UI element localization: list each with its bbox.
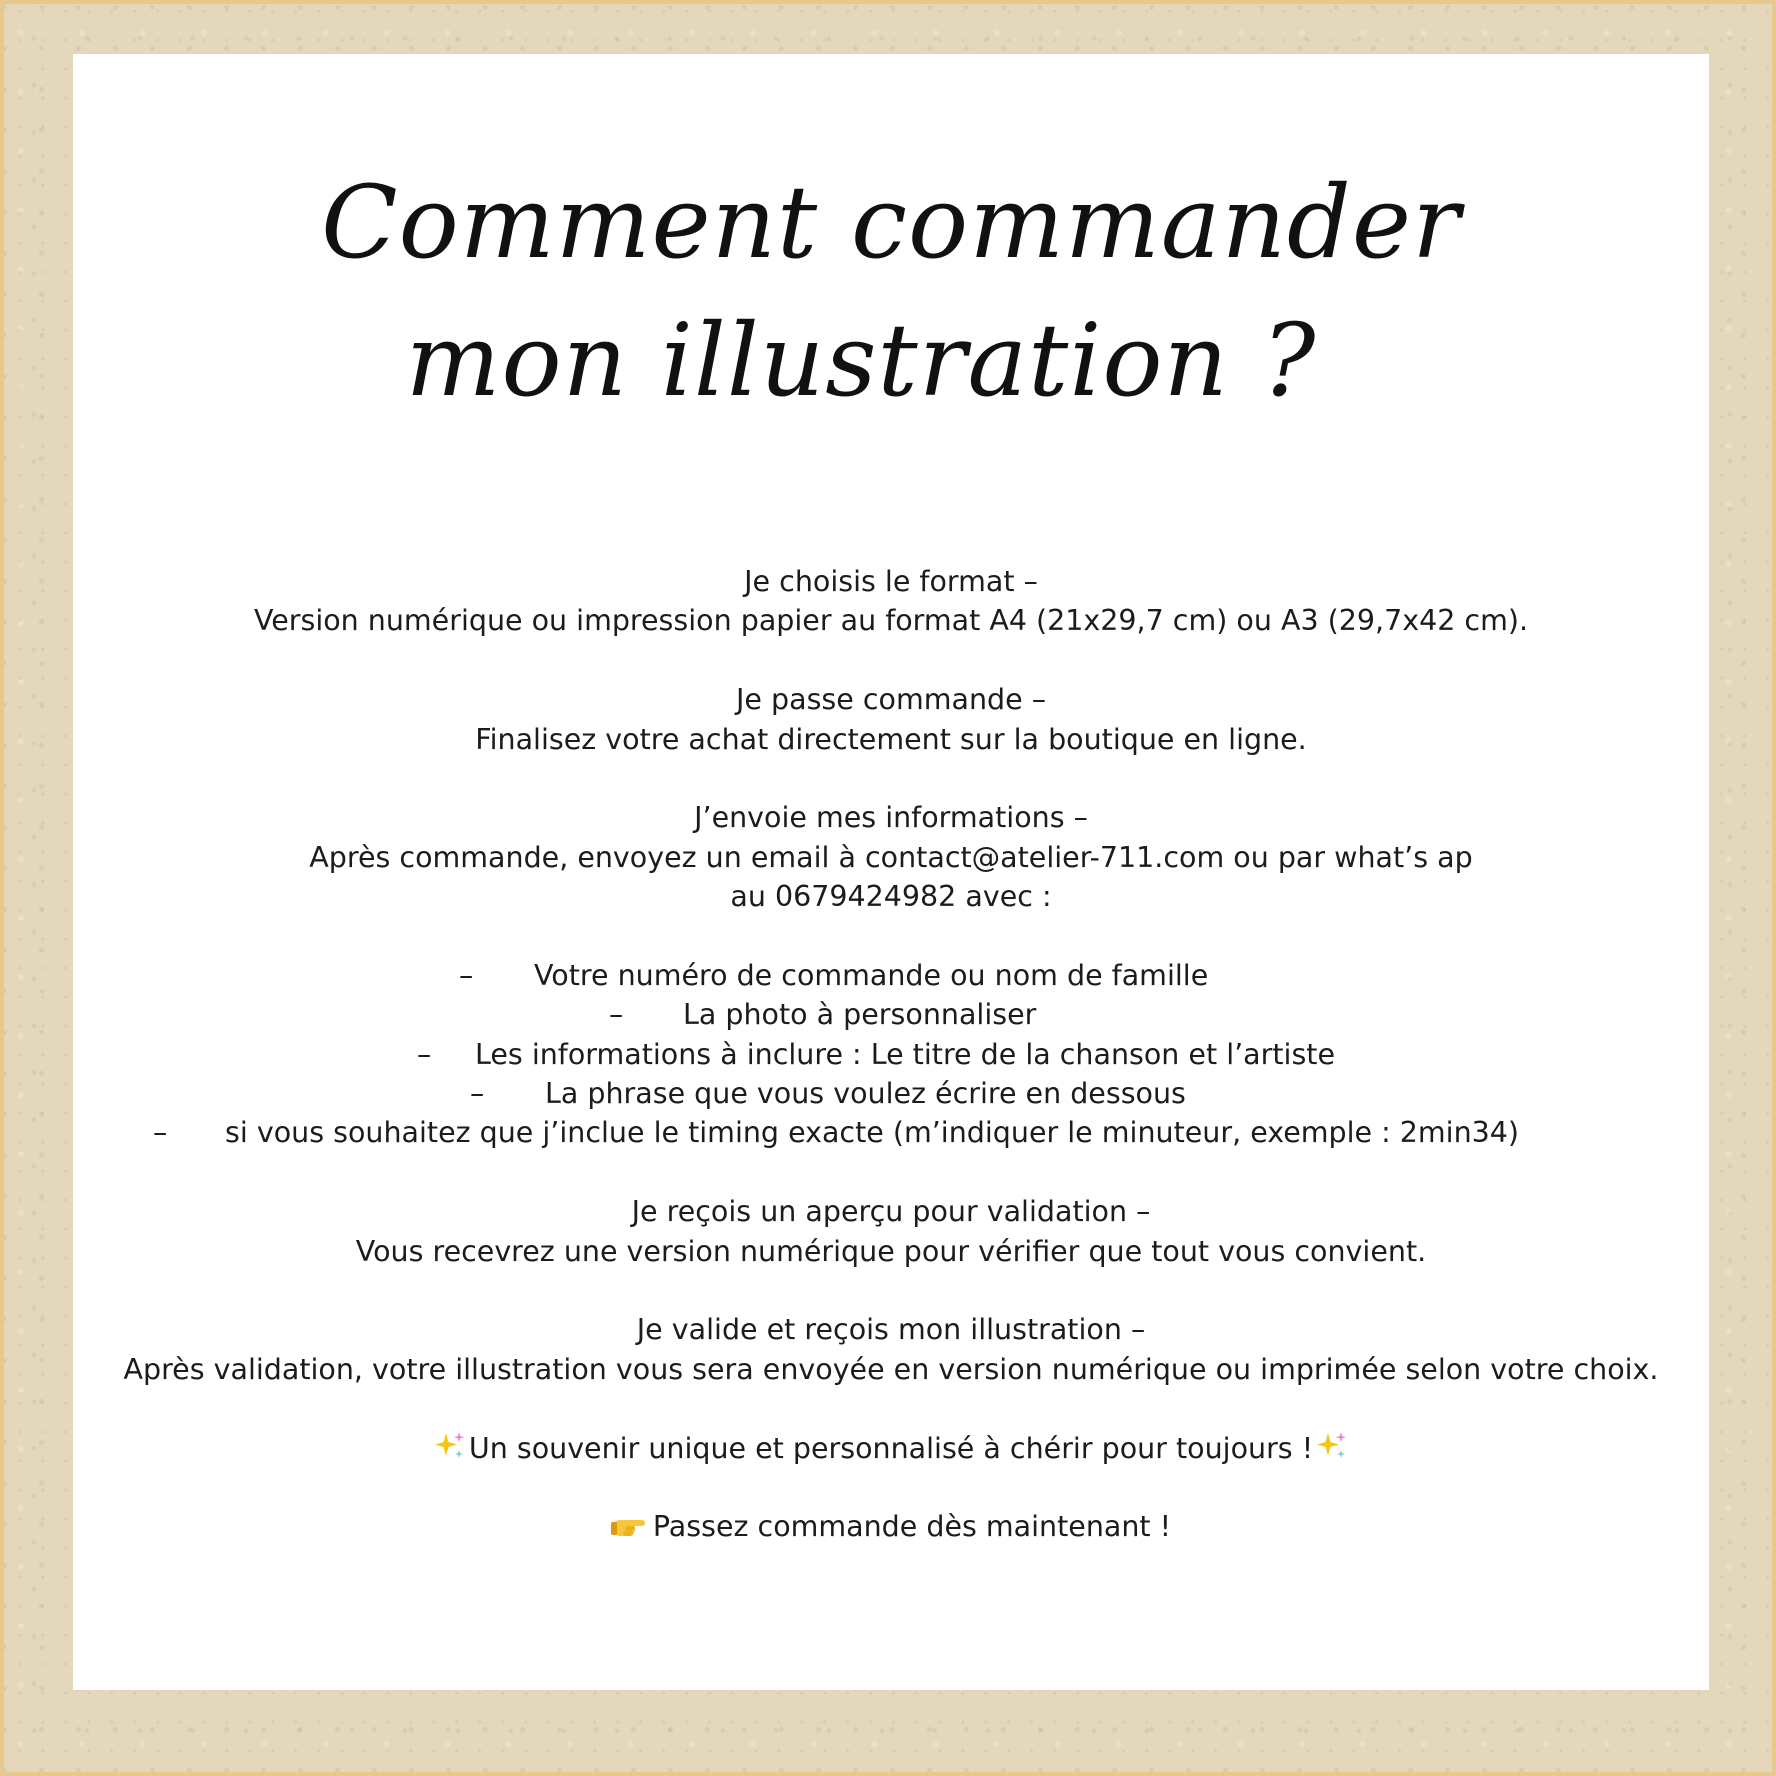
step-1-text: Version numérique ou impression papier au format A4 (21x29,7 cm) ou A3 (29,7x42 cm). — [253, 604, 1529, 638]
content-card — [73, 54, 1709, 1690]
step-4-heading: Je reçois un aperçu pour validation – — [631, 1195, 1151, 1229]
step-5-text: Après validation, votre illustration vous sera envoyée en version numérique ou imprimée selon votre choix. — [123, 1352, 1659, 1386]
step-2-heading: Je passe commande – — [736, 683, 1046, 717]
step-2-text: Finalisez votre achat directement sur la boutique en ligne. — [475, 722, 1307, 756]
bullet-text: La phrase que vous voulez écrire en dessous — [545, 1077, 1186, 1111]
souvenir-line — [73, 1429, 1709, 1468]
list-item — [73, 956, 1709, 995]
souvenir-text: Un souvenir unique et personnalisé à chérir pour toujours ! — [468, 1431, 1314, 1465]
list-item — [73, 1113, 1709, 1152]
cta-text: Passez commande dès maintenant ! — [652, 1510, 1172, 1544]
bullet-dash: – — [470, 1077, 485, 1111]
bullet-dash: – — [609, 998, 624, 1032]
bullet-dash: – — [417, 1037, 432, 1071]
list-item — [73, 1074, 1709, 1113]
bullet-text: Les informations à inclure : Le titre de la chanson et l’artiste — [475, 1037, 1336, 1071]
instructions-body — [73, 562, 1709, 1547]
title-line-2: mon illustration ? — [405, 302, 1317, 419]
cta-line — [73, 1507, 1709, 1546]
list-item — [73, 995, 1709, 1034]
bullet-text: si vous souhaitez que j’inclue le timing exacte (m’indiquer le minuteur, exemple : 2min34) — [225, 1116, 1520, 1150]
pointing-hand-icon — [611, 1511, 647, 1541]
info-bullet-list — [73, 956, 1709, 1153]
list-item — [73, 1035, 1709, 1074]
step-4-text: Vous recevrez une version numérique pour vérifier que tout vous convient. — [355, 1234, 1427, 1268]
bullet-dash: – — [153, 1116, 168, 1150]
sparkles-icon — [433, 1429, 467, 1463]
step-3-text-line-2: au 0679424982 avec : — [730, 880, 1052, 914]
bullet-text: Votre numéro de commande ou nom de famille — [534, 958, 1209, 992]
bullet-text: La photo à personnaliser — [683, 998, 1037, 1032]
step-5-heading: Je valide et reçois mon illustration – — [636, 1313, 1146, 1347]
step-3-text-line-1: Après commande, envoyez un email à contact@atelier-711.com ou par what’s ap — [309, 840, 1473, 874]
page-title — [73, 154, 1709, 430]
bullet-dash: – — [459, 958, 474, 992]
step-3-heading: J’envoie mes informations – — [694, 801, 1088, 835]
sparkles-icon — [1315, 1429, 1349, 1463]
title-line-1: Comment commander — [321, 164, 1461, 281]
step-1-heading: Je choisis le format – — [744, 565, 1038, 598]
